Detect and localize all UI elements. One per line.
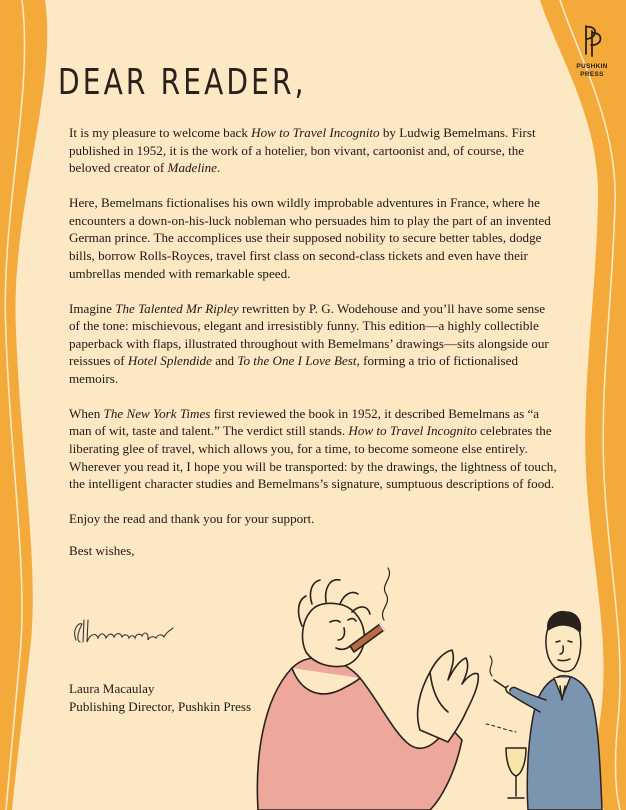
- paragraph-text: Here, Bemelmans fictionalises his own wildly improbable adventures in France, where he encounters a down-on-his-luck nobleman who persuades him to play the part of an invented German prince. The accomplices use their supposed nobility to secure better tables, dodge bills, borrow Rolls-Royces, travel first class on second-class tickets and even have their umbrellas mended with remarkable speed.: [69, 195, 551, 281]
- paragraph-text: first reviewed the book in 1952, it described Bemelmans as “a man of wit, taste and talent.” The verdict still stands.: [69, 405, 540, 439]
- italic-title: How to Travel Incognito: [348, 423, 477, 439]
- logo-text-line1: PUSHKIN: [576, 63, 608, 70]
- paragraph-text: by Ludwig Bemelmans. First published in 1952, it is the work of a hotelier, bon vivant, cartoonist and, of course, the beloved creator of: [69, 125, 536, 176]
- suited-man-figure: [486, 612, 602, 810]
- paragraph-text: .: [216, 160, 221, 176]
- logo-text-line2: PRESS: [580, 71, 604, 78]
- italic-title: Madeline: [167, 160, 217, 176]
- paragraph-text: rewritten by P. G. Wodehouse and you’ll have some sense of the tone: mischievous, elegant and irresistibly funny. This edition—a highly collectible paperback with flaps, illustrated throughout with Bemelmans’ drawings—sits alongside our reissues of: [69, 300, 549, 369]
- italic-title: The Talented Mr Ripley: [115, 300, 239, 316]
- letter-heading: DEAR READER,: [58, 62, 307, 103]
- italic-title: How to Travel Incognito: [251, 125, 380, 140]
- paragraph-text: celebrates the liberating glee of travel, which allows you, for a time, to become someone else entirely. Wherever you read it, I hope you will be transported: by the drawings, the lightness of touch, the intelligent character studies and Bemelmans’s signature, sumptuous descriptions of food.: [69, 423, 557, 492]
- paragraph-text: Enjoy the read and thank you for your support.: [69, 511, 315, 527]
- italic-title: To the One I Love Best: [237, 353, 357, 369]
- italic-title: The New York Times: [103, 405, 211, 421]
- paragraph-text: It is my pleasure to welcome back: [69, 125, 252, 140]
- paragraph-text: Best wishes,: [69, 542, 135, 558]
- paragraph-text: and: [211, 353, 238, 369]
- italic-title: Hotel Splendide: [127, 353, 212, 369]
- signer-name: Laura Macaulay: [69, 681, 155, 696]
- signer-title: Publishing Director, Pushkin Press: [69, 699, 252, 714]
- paragraph-text: Imagine: [69, 300, 116, 316]
- paragraph-text: , forming a trio of fictionalised memoirs.: [69, 353, 518, 386]
- paragraph-text: When: [69, 405, 104, 421]
